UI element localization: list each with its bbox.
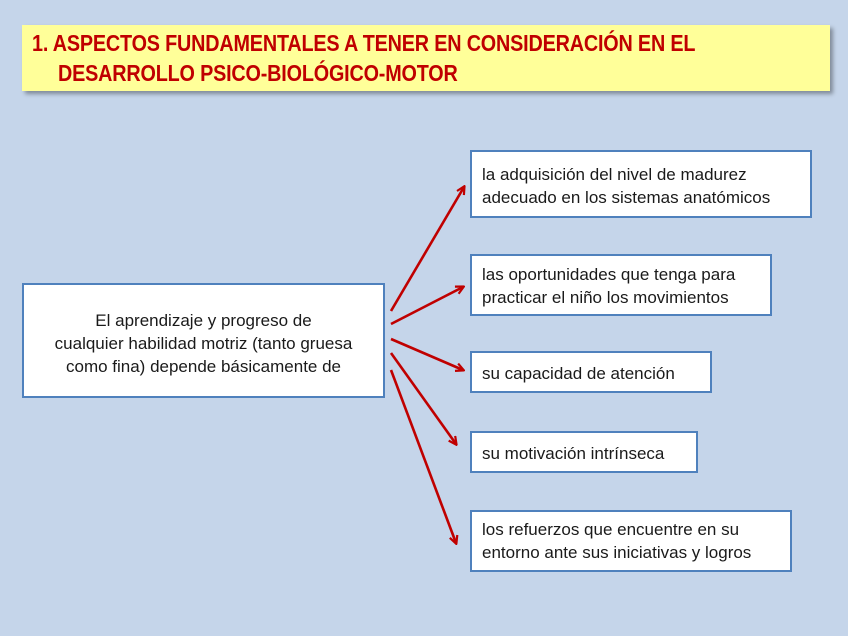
main-statement-box <box>22 283 385 398</box>
title-line-1: 1. ASPECTOS FUNDAMENTALES A TENER EN CONSIDERACIÓN EN EL <box>32 30 696 56</box>
arrow-to-factor-5 <box>391 370 456 543</box>
factor-box-motivation <box>470 431 698 473</box>
factor-box-attention <box>470 351 712 393</box>
factor-1-line-2: adecuado en los sistemas anatómicos <box>482 188 771 207</box>
factor-1-line-1: la adquisición del nivel de madurez <box>482 165 747 184</box>
factor-box-opportunities <box>470 254 772 316</box>
factor-box-maturity <box>470 150 812 218</box>
arrow-to-factor-3 <box>391 339 463 370</box>
factor-4-line-1: su motivación intrínseca <box>482 444 665 463</box>
factor-2-line-2: practicar el niño los movimientos <box>482 288 729 307</box>
main-statement-line-3: como fina) depende básicamente de <box>65 357 341 376</box>
factor-2-line-1: las oportunidades que tenga para <box>482 265 736 284</box>
main-statement-line-2: cualquier habilidad motriz (tanto gruesa <box>54 334 353 353</box>
factor-5-line-1: los refuerzos que encuentre en su <box>482 520 740 539</box>
factor-5-line-2: entorno ante sus iniciativas y logros <box>482 543 752 562</box>
factor-box-reinforcement <box>470 510 792 572</box>
title-line-2: DESARROLLO PSICO-BIOLÓGICO-MOTOR <box>58 60 458 86</box>
main-statement-line-1: El aprendizaje y progreso de <box>95 311 312 330</box>
factor-3-line-1: su capacidad de atención <box>482 364 675 383</box>
